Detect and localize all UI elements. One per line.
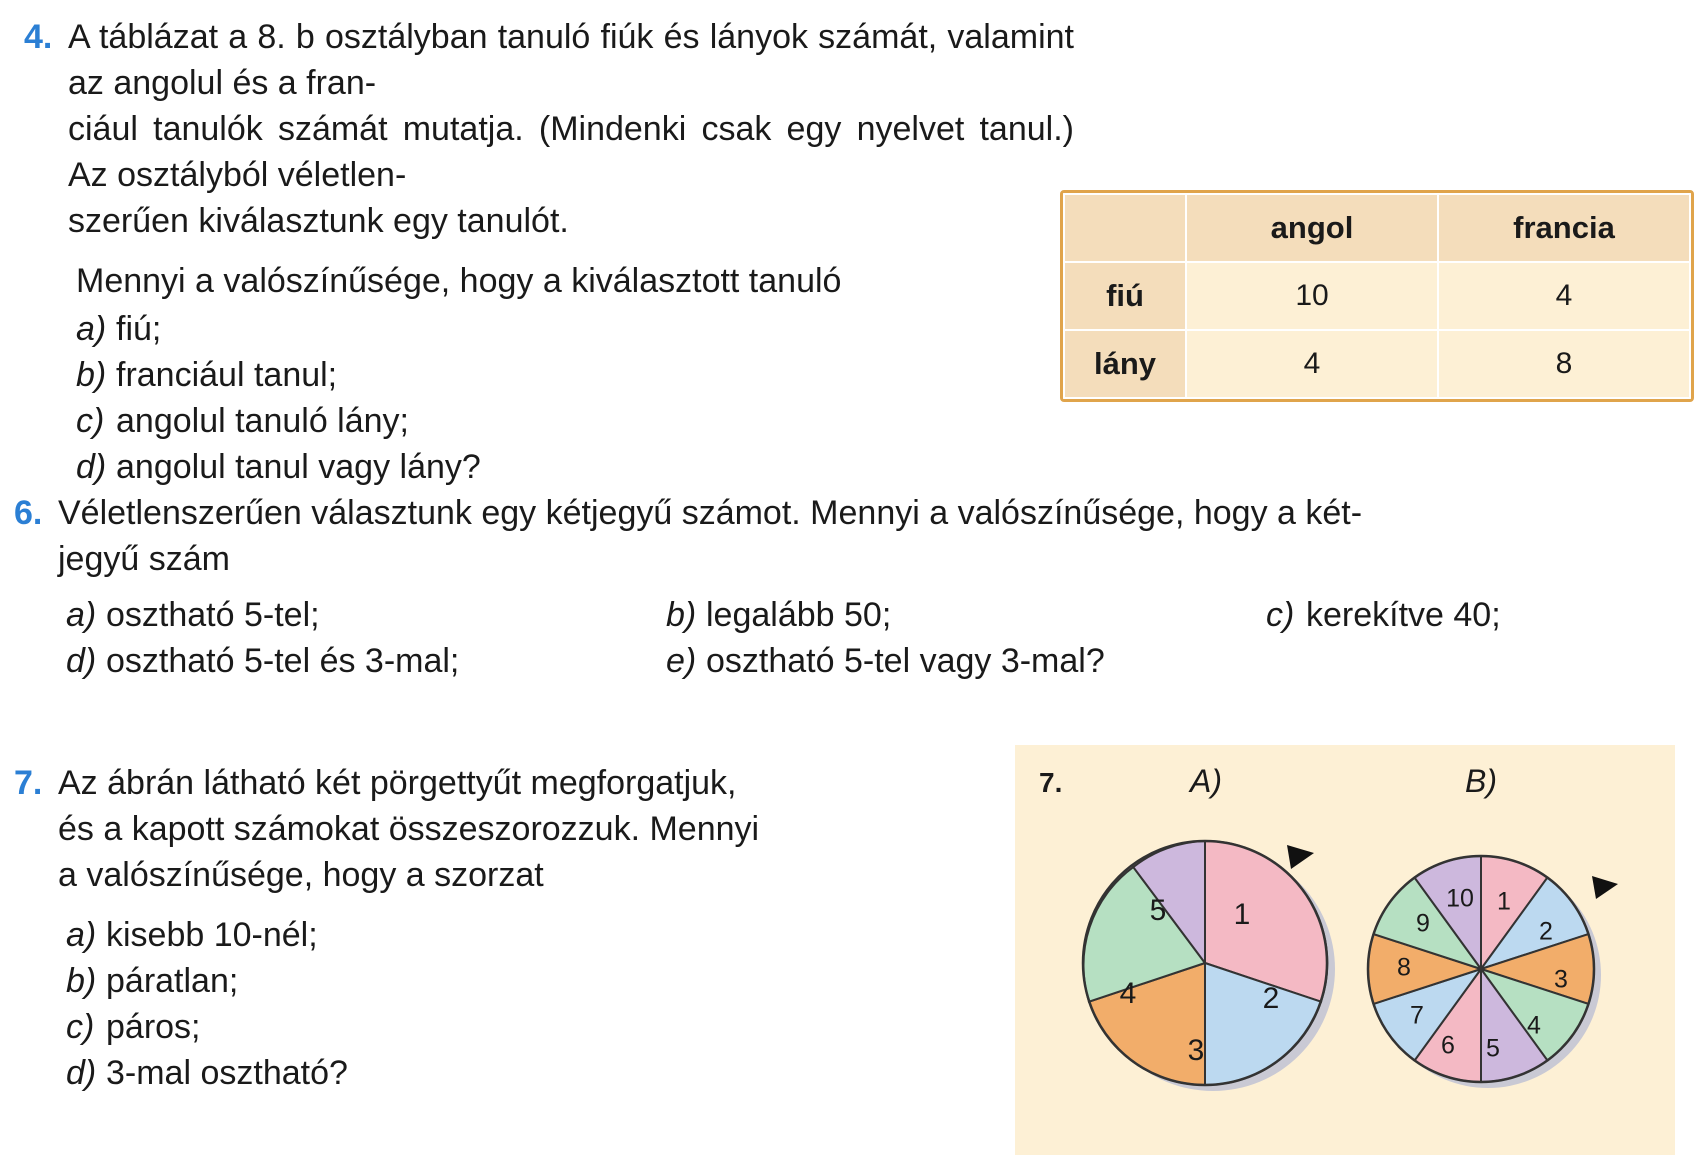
- sub-text: kerekítve 40;: [1306, 596, 1501, 634]
- sub-letter: b): [666, 596, 697, 634]
- spinner-b: [1360, 829, 1630, 1109]
- sub-letter: c): [66, 1008, 95, 1046]
- table-cell: 8: [1438, 330, 1690, 398]
- exercise-6-lead-line-2: jegyű szám: [58, 540, 230, 578]
- spinner-b-number-9: 9: [1416, 909, 1430, 938]
- spinner-a-number-5: 5: [1149, 893, 1167, 927]
- sub-letter: d): [66, 642, 97, 680]
- spinner-b-svg: [1360, 829, 1630, 1104]
- sub-text: páratlan;: [106, 962, 239, 1000]
- spinner-a-number-4: 4: [1119, 976, 1137, 1010]
- list-item: [66, 638, 666, 684]
- spinner-b-number-8: 8: [1397, 953, 1411, 982]
- list-item: [66, 1050, 988, 1096]
- table-cell: 4: [1186, 330, 1438, 398]
- exercise-7-lead-line-1: Az ábrán látható két pörgettyűt megforgatjuk,: [58, 764, 737, 802]
- list-item: [76, 352, 1074, 398]
- spinner-b-pointer-icon: [1592, 876, 1618, 899]
- spinner-a-number-2: 2: [1262, 981, 1280, 1015]
- list-item: [66, 912, 988, 958]
- table-column-header-angol: angol: [1186, 194, 1438, 262]
- spinner-b-number-7: 7: [1410, 1001, 1424, 1030]
- spinner-b-number-5: 5: [1486, 1034, 1500, 1063]
- spinner-b-number-4: 4: [1527, 1011, 1541, 1040]
- sub-letter: e): [666, 642, 697, 680]
- list-item: [66, 1004, 988, 1050]
- exercise-6-lead-line-1: Véletlenszerűen választunk egy kétjegyű számot. Mennyi a valószínűsége, hogy a két-: [58, 494, 1363, 532]
- figure-number: 7.: [1039, 767, 1063, 798]
- sub-letter: c): [76, 402, 105, 440]
- list-item: [666, 638, 1266, 684]
- sub-letter: b): [76, 356, 107, 394]
- table-row: [1064, 194, 1690, 262]
- exercise-7-body: [58, 760, 988, 1096]
- sub-text: legalább 50;: [706, 596, 892, 634]
- table-row-header-lany: lány: [1064, 330, 1186, 398]
- exercise-6-body: [58, 490, 1666, 684]
- list-item: [66, 592, 666, 638]
- sub-text: osztható 5-tel;: [106, 596, 320, 634]
- sub-text: 3-mal osztható?: [106, 1054, 348, 1092]
- exercise-4-lead-line-3: szerűen kiválasztunk egy tanulót.: [68, 202, 569, 240]
- exercise-4-subitems: [68, 306, 1074, 490]
- sub-letter: d): [66, 1054, 97, 1092]
- sub-letter: a): [66, 916, 97, 954]
- exercise-4-lead-line-2: ciául tanulók számát mutatja. (Mindenki csak egy nyelvet tanul.) Az osztályból véletlen-: [68, 110, 1074, 194]
- sub-text: kisebb 10-nél;: [106, 916, 318, 954]
- spinner-a: [1075, 823, 1345, 1108]
- list-item: [666, 592, 1266, 638]
- spinner-b-number-2: 2: [1539, 917, 1553, 946]
- exercise-4-table: [1063, 193, 1691, 399]
- sub-text: osztható 5-tel és 3-mal;: [106, 642, 460, 680]
- figure-label-b: B): [1465, 763, 1497, 799]
- spinner-a-number-1: 1: [1233, 897, 1251, 931]
- table-corner-cell: [1064, 194, 1186, 262]
- sub-letter: a): [66, 596, 97, 634]
- list-item: [76, 444, 1074, 490]
- exercise-7-figure-panel: [1015, 745, 1675, 1155]
- list-item: [76, 306, 1074, 352]
- sub-letter: d): [76, 448, 107, 486]
- sub-letter: a): [76, 310, 107, 348]
- exercise-6: [14, 490, 1674, 684]
- figure-label-a: A): [1190, 763, 1222, 799]
- table-row: [1064, 330, 1690, 398]
- exercise-4-question: Mennyi a valószínűsége, hogy a kiválasztott tanuló: [76, 262, 842, 300]
- exercise-4: [24, 14, 1074, 490]
- list-item: [76, 398, 1074, 444]
- exercise-7-number: 7.: [14, 764, 43, 802]
- exercise-6-row-1: [58, 592, 1666, 638]
- table-cell: 10: [1186, 262, 1438, 330]
- sub-text: franciául tanul;: [116, 356, 338, 394]
- exercise-7: [14, 760, 994, 1096]
- spinner-b-number-3: 3: [1554, 965, 1568, 994]
- spinner-a-number-3: 3: [1187, 1033, 1205, 1067]
- exercise-7-lead-line-3: a valószínűsége, hogy a szorzat: [58, 856, 544, 894]
- exercise-6-row-2: [58, 638, 1666, 684]
- list-item: [66, 958, 988, 1004]
- sub-text: angolul tanul vagy lány?: [116, 448, 481, 486]
- spinner-a-svg: [1075, 823, 1345, 1103]
- sub-text: osztható 5-tel vagy 3-mal?: [706, 642, 1105, 680]
- exercise-6-number: 6.: [14, 494, 43, 532]
- sub-text: angolul tanuló lány;: [116, 402, 410, 440]
- exercise-4-lead-line-1: A táblázat a 8. b osztályban tanuló fiúk és lányok számát, valamint az angolul és a fran-: [68, 18, 1074, 102]
- exercise-4-number: 4.: [24, 18, 53, 56]
- spinner-b-number-6: 6: [1441, 1031, 1455, 1060]
- sub-letter: b): [66, 962, 97, 1000]
- sub-letter: c): [1266, 596, 1295, 634]
- sub-text: fiú;: [116, 310, 162, 348]
- table-column-header-francia: francia: [1438, 194, 1690, 262]
- exercise-7-lead-line-2: és a kapott számokat összeszorozzuk. Mennyi: [58, 810, 760, 848]
- table-row: [1064, 262, 1690, 330]
- sub-text: páros;: [106, 1008, 201, 1046]
- exercise-4-table-wrapper: [1060, 190, 1694, 402]
- list-item: [1266, 592, 1666, 638]
- table-row-header-fiu: fiú: [1064, 262, 1186, 330]
- spinner-b-number-10: 10: [1446, 884, 1474, 913]
- spinner-b-number-1: 1: [1497, 887, 1511, 916]
- spinner-a-pointer-icon: [1287, 845, 1314, 869]
- exercise-4-body: [68, 14, 1074, 490]
- exercise-7-subitems: [58, 912, 988, 1096]
- table-cell: 4: [1438, 262, 1690, 330]
